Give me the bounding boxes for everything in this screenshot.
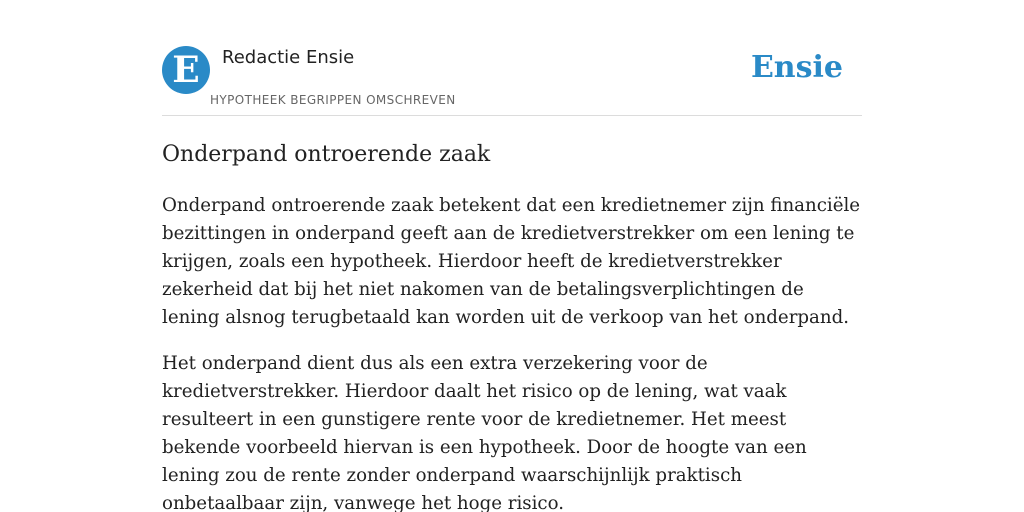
author-name[interactable]: Redactie Ensie bbox=[222, 47, 355, 68]
brand-logo[interactable]: Ensie bbox=[750, 50, 843, 85]
category-label[interactable]: HYPOTHEEK BEGRIPPEN OMSCHREVEN bbox=[210, 93, 456, 107]
paragraph: Onderpand ontroerende zaak betekent dat een kredietnemer zijn financiële bezittingen in onderpand geeft aan de kredietverstrekker om een lening te krijgen, zoals een hypotheek. Hierdoor heeft de kredietverstrekker zekerheid dat bij het niet nakomen van de betalingsverplichtingen de lening alsnog terugbetaald kan worden uit de verkoop van het onderpand. bbox=[162, 195, 861, 328]
page-title: Onderpand ontroerende zaak bbox=[162, 142, 491, 167]
article-header bbox=[162, 46, 862, 116]
article-body bbox=[162, 192, 866, 512]
paragraph: Het onderpand dient dus als een extra verzekering voor de kredietverstrekker. Hierdoor daalt het risico op de lening, wat vaak resulteert in een gunstigere rente voor de kredietnemer. Het meest bekende voorbeeld hiervan is een hypotheek. Door de hoogte van een lening zou de rente zonder onderpand waarschijnlijk praktisch onbetaalbaar zijn, vanwege het hoge risico. bbox=[162, 353, 807, 512]
ensie-logo-icon[interactable]: E bbox=[162, 46, 210, 94]
